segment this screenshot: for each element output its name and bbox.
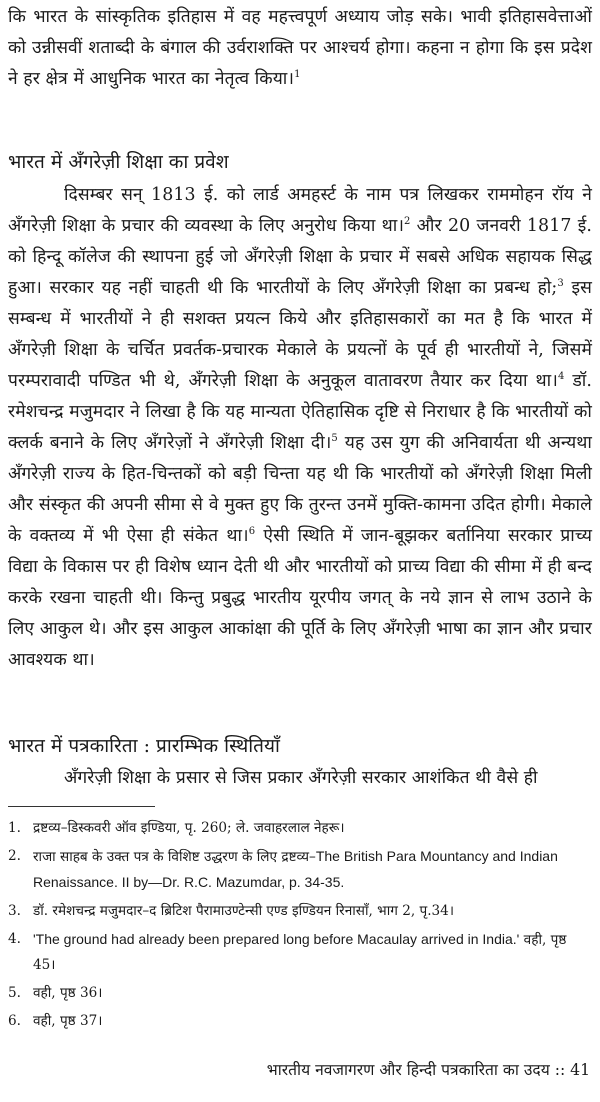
footnote-item: 1. द्रष्टव्य–डिस्कवरी ऑव इण्डिया, पृ. 260; ले. जवाहरलाल नेहरू।	[8, 820, 345, 836]
footnote-ref-1[interactable]: 1	[294, 69, 301, 80]
footnote-ref-3[interactable]: 3	[557, 278, 564, 289]
footnote-item: 2. राजा साहब के उक्त पत्र के विशिष्ट उद्धरण के लिए द्रष्टव्य–The British Para Mountancy and Indian Renaissance. II by—Dr. R.C. Mazumdar, p. 34-35.	[8, 848, 558, 890]
footnote-divider	[8, 806, 155, 807]
intro-paragraph: कि भारत के सांस्कृतिक इतिहास में वह महत्त्वपूर्ण अध्याय जोड़ सके। भावी इतिहासवेत्ताओं को उन्नीसवीं शताब्दी के बंगाल की उर्वराशक्ति पर आश्चर्य होगा। कहना न होगा कि इस प्रदेश ने हर क्षेत्र में आधुनिक भारत का नेतृत्व किया।$^1$	[8, 7, 592, 89]
footnote-ref-6[interactable]: 6	[248, 526, 256, 537]
footnote-ref-4[interactable]: 4	[557, 371, 565, 382]
footnote-ref-5[interactable]: 5	[331, 433, 338, 444]
footnote-item: 3. डॉ. रमेशचन्द्र मजुमदार–द ब्रिटिश पैरामाउण्टेन्सी एण्ड इण्डियन रिनासाँ, भाग 2, पृ.34।	[8, 903, 454, 919]
running-footer: भारतीय नवजागरण और हिन्दी पत्रकारिता का उदय :: 41	[266, 1061, 590, 1079]
footnote-ref-2[interactable]: 2	[404, 216, 411, 227]
footnote-item: 5. वही, पृष्ठ 36।	[8, 985, 103, 1001]
english-education-paragraph: दिसम्बर सन् 1813 ई. को लार्ड अमहर्स्ट के नाम पत्र लिखकर राममोहन रॉय ने अँगरेज़ी शिक्षा के प्रचार की व्यवस्था के लिए अनुरोध किया था।$^2$ और 20 जनवरी 1817 ई. को हिन्दू कॉलेज की स्थापना हुई जो अँगरेज़ी शिक्षा के प्रचार में सबसे अधिक सहायक सिद्ध हुआ। सरकार यह नहीं चाहती थी कि भारतीयों के लिए अँगरेज़ी शिक्षा का प्रबन्ध हो;$^3$ इस सम्बन्ध में भारतीयों ने ही सशक्त प्रयत्न किये और इतिहासकारों का मत है कि भारत में अँगरेज़ी शिक्षा के चर्चित प्रवर्तक-प्रचारक मेकाले के प्रयत्नों के पूर्व ही भारतीयों ने, जिसमें परम्परावादी पण्डित भी थे, अँगरेज़ी शिक्षा के अनुकूल वातावरण तैयार कर दिया था।$^4$ डॉ. रमेशचन्द्र मजुमदार ने लिखा है कि यह मान्यता ऐतिहासिक दृष्टि से निराधार है कि भारतीयों को क्लर्क बनाने के लिए अँगरेज़ों ने अँगरेज़ी शिक्षा दी।$^5$ यह उस युग की अनिवार्यता थी अन्यथा अँगरेज़ी राज्य के हित-चिन्तकों को बड़ी चिन्ता यह थी कि भारतीयों को अँगरेज़ी शिक्षा मिली और संस्कृत की अपनी सीमा से वे मुक्त हुए कि तुरन्त उनमें मुक्ति-कामना उदित होगी। मेकाले के वक्तव्य में भी ऐसा ही संकेत था।$^6$ ऐसी स्थिति में जान-बूझकर बर्तानिया सरकार प्राच्य विद्या के विकास पर ही विशेष ध्यान देती थी और भारतीयों को प्राच्य विद्या की सीमा में ही बन्द करके रखना चाहती थी। किन्तु प्रबुद्ध भारतीय यूरपीय जगत् के नये ज्ञान से लाभ उठाने के लिए आकुल थे। और इस आकुल आकांक्षा की पूर्ति के लिए अँगरेज़ी भाषा का ज्ञान और प्रचार आवश्यक था।	[8, 185, 593, 670]
journalism-paragraph: अँगरेज़ी शिक्षा के प्रसार से जिस प्रकार अँगरेज़ी सरकार आशंकित थी वैसे ही	[64, 768, 538, 788]
footnote-item: 4. 'The ground had already been prepared long before Macaulay arrived in India.' वही, पृष्ठ 45।	[8, 931, 567, 973]
footnote-item: 6. वही, पृष्ठ 37।	[8, 1013, 103, 1029]
section-heading-journalism: भारत में पत्रकारिता : प्रारम्भिक स्थितियाँ	[8, 735, 280, 757]
footnotes-list	[8, 816, 592, 1037]
section-heading-english-education: भारत में अँगरेज़ी शिक्षा का प्रवेश	[8, 151, 229, 173]
